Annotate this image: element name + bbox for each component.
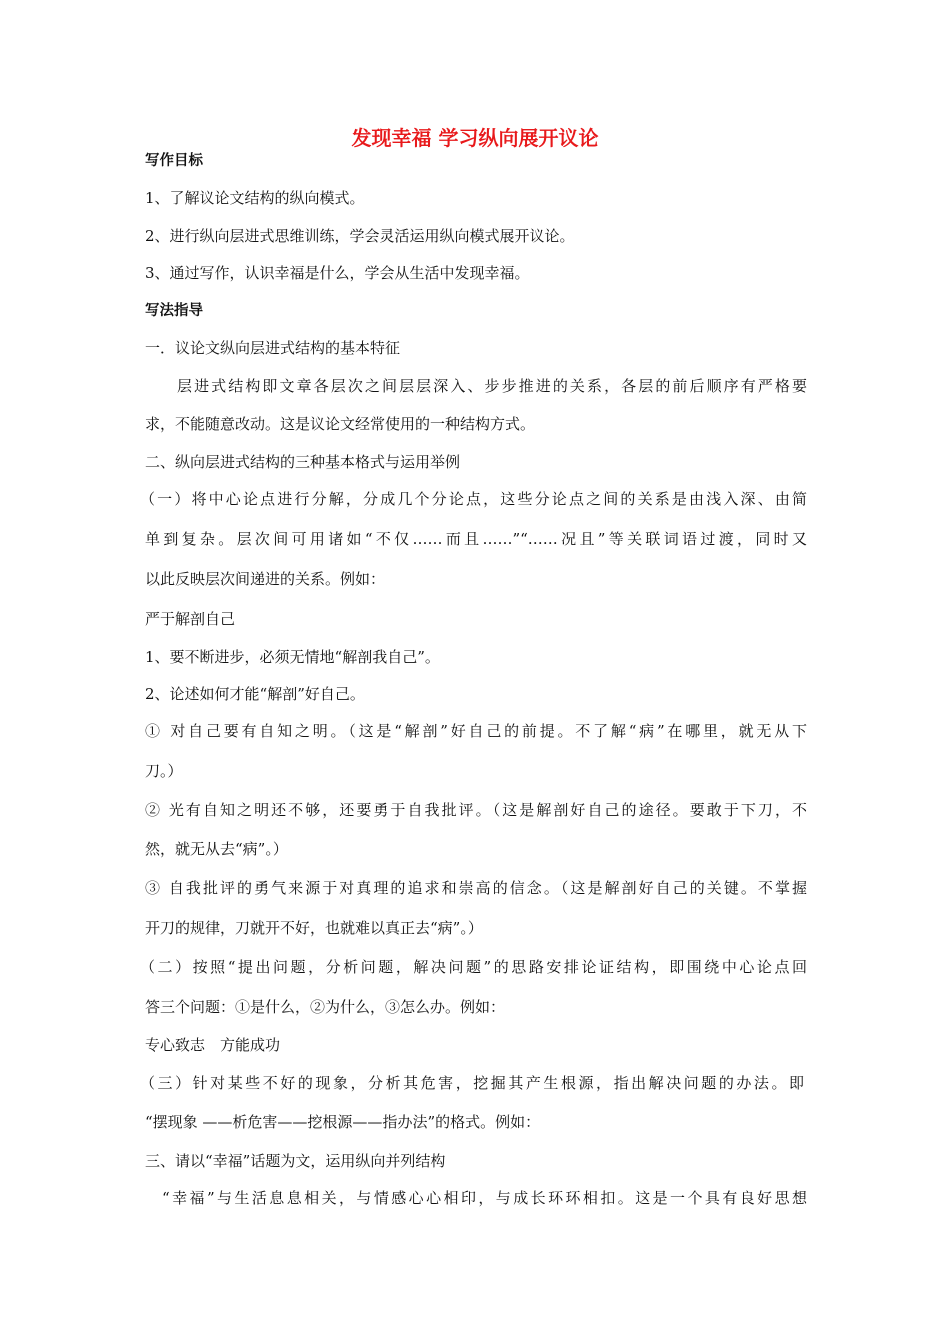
- paragraph-line: “幸福”与生活息息相关，与情感心心相印，与成长环环相扣。这是一个具有良好思想: [162, 1189, 807, 1207]
- example-subpoint-2: ② 光有自知之明还不够，还要勇于自我批评。（这是解剖好自己的途径。要敢于下刀，不: [145, 801, 807, 819]
- paragraph-line: （三）针对某些不好的现象，分析其危害，挖掘其产生根源，指出解决问题的办法。即: [140, 1074, 804, 1092]
- heading-writing-goals: 写作目标: [145, 153, 203, 169]
- paragraph-line: 开刀的规律，刀就开不好，也就难以真正去“病”。）: [145, 919, 483, 937]
- section-3-heading: 三、请以“幸福”话题为文，运用纵向并列结构: [145, 1152, 446, 1170]
- example-subpoint-3: ③ 自我批评的勇气来源于对真理的追求和崇高的信念。（这是解剖好自己的关键。不掌握: [145, 879, 807, 897]
- example-title: 专心致志 方能成功: [145, 1036, 281, 1054]
- section-1-heading: 一．议论文纵向层进式结构的基本特征: [145, 339, 401, 357]
- paragraph-line: （二）按照“提出问题，分析问题，解决问题”的思路安排论证结构，即围绕中心论点回: [140, 958, 807, 976]
- heading-writing-guidance: 写法指导: [145, 303, 203, 319]
- paragraph-line: “摆现象 ——析危害——挖根源——指办法”的格式。例如：: [145, 1113, 541, 1131]
- paragraph-line: 然，就无从去“病”。）: [145, 840, 288, 858]
- paragraph-line: 答三个问题：①是什么，②为什么，③怎么办。例如：: [145, 998, 506, 1016]
- document-title: 发现幸福 学习纵向展开议论: [351, 126, 599, 150]
- paragraph-line: 求，不能随意改动。这是议论文经常使用的一种结构方式。: [145, 415, 536, 433]
- example-point-2: 2、论述如何才能“解剖”好自己。: [145, 685, 365, 703]
- paragraph-line: （一）将中心论点进行分解，分成几个分论点，这些分论点之间的关系是由浅入深、由简: [140, 490, 807, 508]
- example-subpoint-1: ① 对自己要有自知之明。（这是“解剖”好自己的前提。不了解“病”在哪里，就无从下: [145, 722, 807, 740]
- paragraph-line: 以此反映层次间递进的关系。例如：: [145, 570, 386, 588]
- paragraph-line: 层进式结构即文章各层次之间层层深入、步步推进的关系，各层的前后顺序有严格要: [177, 377, 807, 395]
- goal-item-1: 1、了解议论文结构的纵向模式。: [145, 189, 365, 207]
- paragraph-line: 单到复杂。层次间可用诸如“不仅……而且……”“……况且”等关联词语过渡，同时又: [145, 530, 807, 548]
- goal-item-2: 2、进行纵向层进式思维训练，学会灵活运用纵向模式展开议论。: [145, 227, 575, 245]
- paragraph-line: 刀。）: [145, 762, 183, 780]
- example-title: 严于解剖自己: [145, 610, 236, 628]
- example-point-1: 1、要不断进步，必须无情地“解剖我自己”。: [145, 648, 440, 666]
- goal-item-3: 3、通过写作，认识幸福是什么，学会从生活中发现幸福。: [145, 264, 530, 282]
- section-2-heading: 二、纵向层进式结构的三种基本格式与运用举例: [145, 453, 461, 471]
